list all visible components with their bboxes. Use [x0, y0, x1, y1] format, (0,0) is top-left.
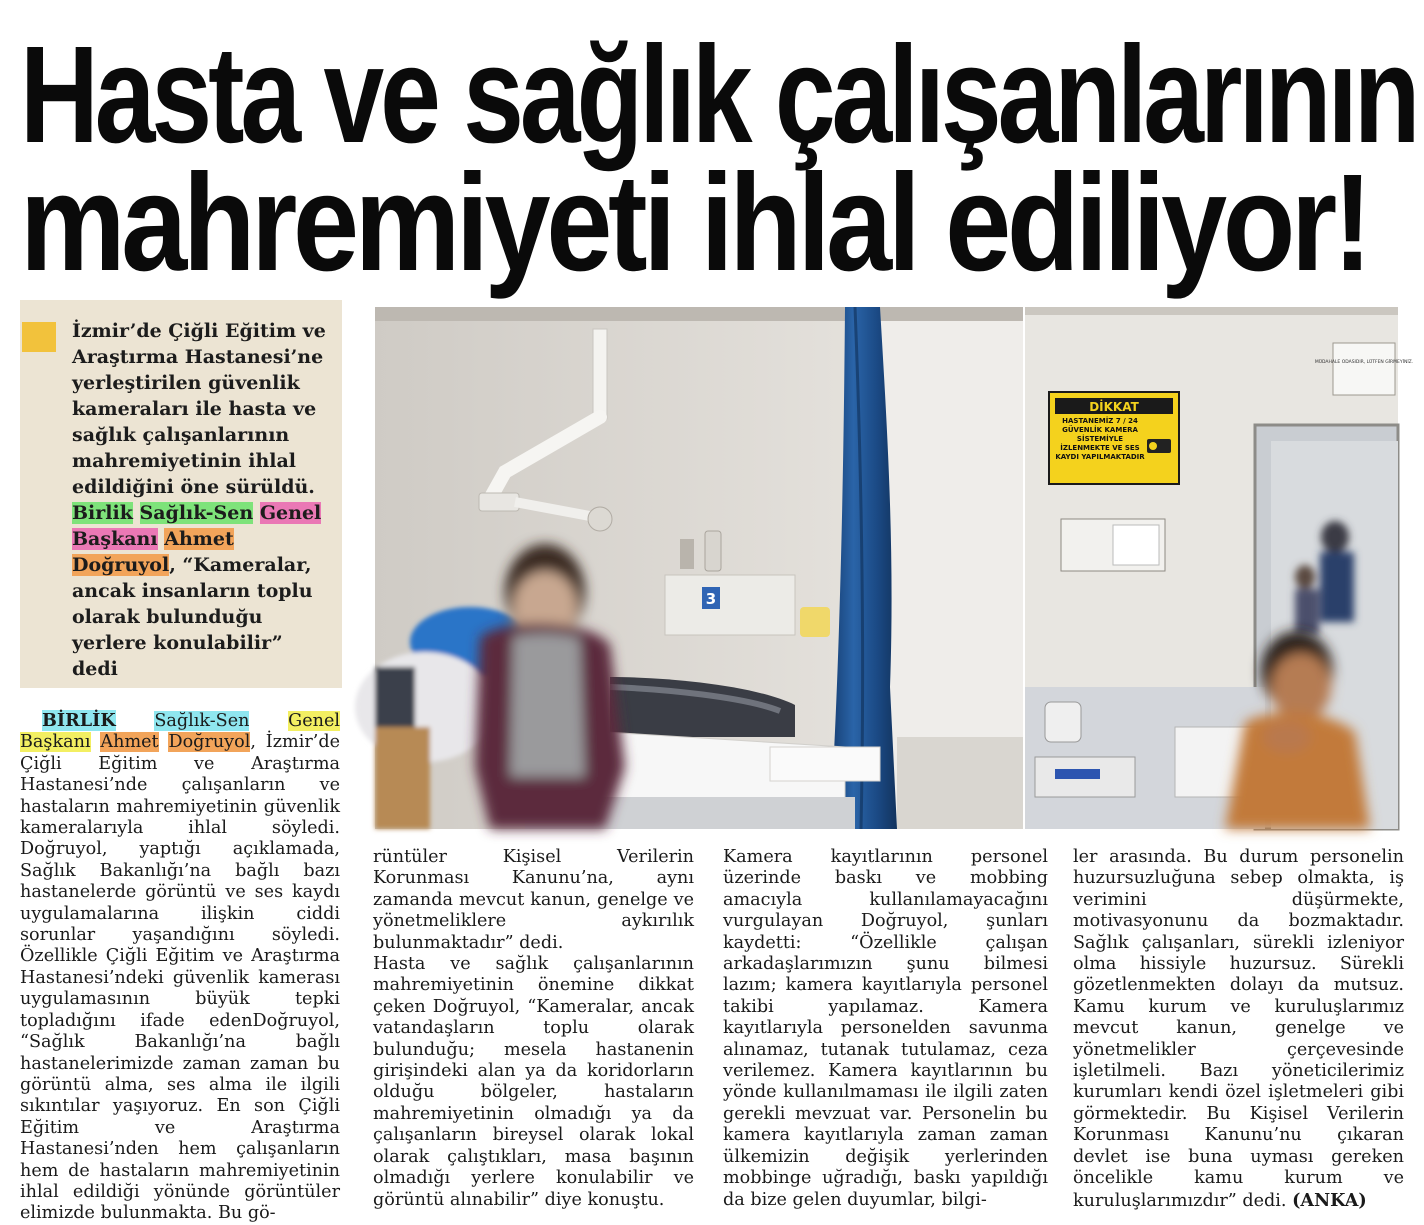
headline-line-1: Hasta ve sağlık çalışanlarının — [20, 18, 1417, 172]
col1-highlight-genel: Genel — [288, 711, 340, 731]
col1-highlight-baskani: Başkanı — [20, 732, 91, 753]
column-2 — [373, 847, 694, 1211]
col1-highlight-dogruyol: Doğruyol — [168, 732, 251, 753]
room-number: 3 — [705, 590, 717, 608]
spot-highlight-dogruyol: Doğruyol — [72, 554, 170, 576]
column-4-paragraph — [1073, 847, 1404, 1212]
spot-highlight-genel: Genel — [259, 502, 322, 524]
warning-text: HASTANEMİZ 7 / 24 GÜVENLİK KAMERA SİSTEMİYLE İZLENMEKTE VE SES KAYDI YAPILMAKTADIR — [1055, 417, 1145, 461]
column-1-text: , İzmir’de Çiğli Eğitim ve Araştırma Hastanesi’nde çalışanların ve hastaların mahremiyetinin güvenlik kameralarıyla ihlal söyledi. Doğruyol, yaptığı açıklamada, Sağlık Bakanlığı’na bağlı bazı hastanelerde görüntü ve ses kaydı uygulamalarına ilişkin ciddi sorunlar yaşandığını söyledi. Özellikle Çiğli Eğitim ve Araştırma Hastanesi’ndeki güvenlik kamerası uygulamasının büyük tepki topladığını ifade edenDoğruyol, “Sağlık Bakanlığı’na bağlı hastanelerimizde zaman zaman bu görüntü alma, ses alma ile ilgili sıkıntılar yaşıyoruz. En son Çiğli Eğitim ve Araştırma Hastanesi’nden hem çalışanların hem de hastaların mahremiyetinin ihlal edildiği yönünde görüntüler elimizde bulunmakta. Bu gö- — [20, 732, 341, 1224]
corridor-illustration — [1025, 307, 1414, 829]
spot-highlight-sagliksen: Sağlık-Sen — [139, 502, 254, 524]
column-2-paragraph-1: rüntüler Kişisel Verilerin Korunması Kanunu’na, aynı zamanda mevcut kanun, genelge ve yönetmeliklere aykırılık bulunmaktadır” dedi. — [373, 847, 694, 953]
spot-box — [20, 300, 342, 688]
room-sign-text: MÜDAHALE ODASIDIR, LÜTFEN GİRMEYİNİZ. — [1314, 360, 1414, 365]
col1-highlight-sagliksen: Sağlık-Sen — [154, 711, 250, 731]
col1-highlight-birlik: BİRLİK — [42, 710, 116, 731]
spot-highlight-baskani: Başkanı — [72, 528, 158, 550]
corridor-photo — [1025, 307, 1414, 829]
spot-marker-square — [22, 322, 56, 352]
column-2-paragraph-2: Hasta ve sağlık çalışanlarının mahremiyetinin önemine dikkat çeken Doğruyol, “Kameralar, ancak vatandaşların toplu olarak bulunduğu; mesela hastanenin girişindeki alan ya da koridorların olduğu bölgeler, hastaların mahremiyetinin olmadığı ya da çalışanların bireysel olarak lokal olarak çalıştıkları, masa başının olmadığı yerlere konulabilir ve görüntü alınabilir” diye konuştu. — [373, 954, 694, 1210]
hospital-room-photo — [375, 307, 1023, 829]
spot-text-quote: , “Kameralar, ancak insanların toplu olarak bulunduğu yerlere konulabilir” dedi — [72, 554, 313, 680]
room-sign — [1333, 343, 1395, 395]
column-3-paragraph: Kamera kayıtlarının personel üzerinde baskı ve mobbing amacıyla kullanılamayacağını vurgulayan Doğruyol, şunları kaydetti: “Özellikle çalışan arkadaşlarımızın şunu bilmesi lazım; kamera kayıtlarıyla personel takibi yapılamaz. Kamera kayıtlarıyla personelden savunma alınamaz, tutanak tutulamaz, ceza verilemez. Kamera kayıtlarının bu yönde kullanılmaması ile ilgili zaten gerekli mevzuat var. Personelin bu kamera kayıtlarıyla zaman zaman ülkemizin değişik yerlerinden mobbinge uğradığı, baskı yapıldığı da bize gelen duyumlar, bilgi- — [723, 847, 1048, 1210]
column-4 — [1073, 847, 1404, 1212]
camera-warning-sign — [1049, 392, 1179, 484]
column-4-text: ler arasında. Bu durum personelin huzursuzluğuna sebep olmakta, iş verimini düşürmekte, motivasyonunu da bozmaktadır. Sağlık çalışanları, sürekli izleniyor olma hissiyle huzursuz. Sürekli gözetlenmekten dolayı da mutsuz. Kamu kurum ve kuruluşlarımız mevcut kanun, genelge ve yönetmelikler çerçevesinde işletilmeli. Bazı yöneticilerimiz kurumları kendi özel işletmeleri gibi görmektedir. Bu Kişisel Verilerin Korunması Kanunu’nu çıkaran devlet ise buna uyması gereken öncelikle kamu kurum ve kuruluşlarımızdır” dedi. — [1073, 847, 1404, 1211]
spot-highlight-ahmet: Ahmet — [164, 528, 234, 550]
hospital-room-illustration — [375, 307, 1023, 829]
spot-highlight-birlik: Birlik — [72, 502, 133, 524]
spot-text-intro: İzmir’de Çiğli Eğitim ve Araştırma Hastanesi’ne yerleştirilen güvenlik kameraları ile hasta ve sağlık çalışanlarının mahremiyetinin ihlal edildiğini öne sürüldü. — [72, 320, 326, 498]
column-1-paragraph — [20, 710, 340, 1225]
column-3 — [723, 847, 1048, 1211]
headline-line-2: mahremiyeti ihlal ediliyor! — [20, 146, 1369, 300]
spot-text — [72, 318, 334, 682]
agency-credit: (ANKA) — [1292, 1189, 1367, 1211]
col1-highlight-ahmet: Ahmet — [100, 732, 159, 753]
column-1 — [20, 710, 340, 1225]
warning-title: DİKKAT — [1089, 400, 1139, 414]
